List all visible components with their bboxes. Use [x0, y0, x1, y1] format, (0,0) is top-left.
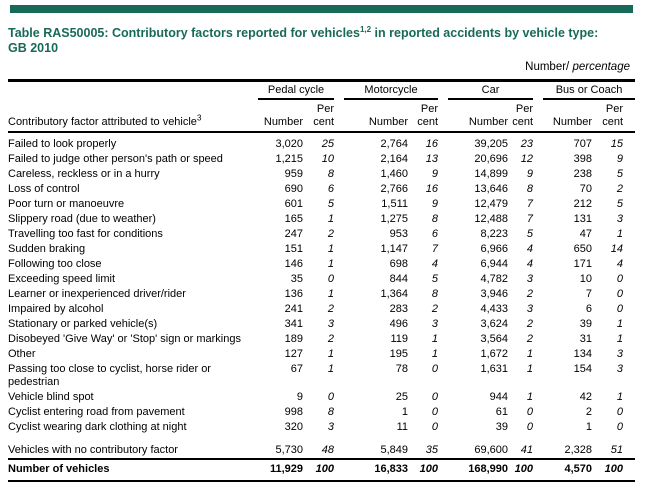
number-cell: 8,223 — [480, 228, 509, 240]
factor-label-cell: Cyclist wearing dark clothing at night — [8, 421, 187, 433]
factor-label-cell: Loss of control — [8, 183, 80, 195]
percent-cell: 16 — [425, 138, 439, 150]
percent-cell: 8 — [327, 406, 335, 418]
percent-cell: 100 — [408, 459, 438, 481]
percent-cell: 4 — [526, 258, 534, 270]
number-cell: 238 — [573, 168, 593, 180]
table-row — [8, 459, 635, 481]
percent-cell: 100 — [592, 459, 635, 481]
factor-label-cell: Failed to judge other person's path or speed — [8, 153, 223, 165]
number-cell: 1,511 — [381, 198, 409, 210]
units-label — [8, 60, 635, 74]
percent-cell: 2 — [327, 333, 335, 345]
percent-cell: 48 — [321, 444, 335, 456]
group-header-car — [438, 81, 533, 101]
number-cell: 171 — [573, 258, 593, 270]
number-cell: 844 — [389, 273, 409, 285]
number-cell: 39,205 — [474, 138, 509, 150]
number-cell: 1,672 — [480, 348, 509, 360]
percent-cell: 6 — [327, 183, 335, 195]
percent-cell: 4 — [431, 258, 439, 270]
percent-cell: 5 — [526, 228, 534, 240]
percent-cell: 0 — [616, 273, 624, 285]
percent-cell: 13 — [425, 153, 439, 165]
percent-column-header: Per cent — [508, 100, 533, 132]
spacer-row — [8, 435, 635, 443]
percent-cell: 0 — [616, 303, 624, 315]
factor-footnote-marker: 3 — [196, 113, 202, 123]
percent-cell: 35 — [425, 444, 439, 456]
number-cell: 20,696 — [474, 153, 509, 165]
percent-cell: 0 — [526, 421, 534, 433]
number-cell: 3,020 — [275, 138, 303, 150]
number-cell: 4,433 — [480, 303, 509, 315]
table-title — [8, 26, 608, 56]
percent-cell: 41 — [520, 444, 534, 456]
number-cell: 1,275 — [380, 213, 409, 225]
group-underline — [448, 82, 533, 100]
factor-label-cell: Vehicles with no contributory factor — [8, 444, 178, 456]
percent-cell: 25 — [321, 138, 335, 150]
factor-label-cell: Sudden braking — [8, 243, 86, 255]
percent-cell: 16 — [425, 183, 439, 195]
number-cell: 241 — [284, 303, 303, 315]
number-cell: 16,833 — [334, 459, 408, 481]
percent-cell: 0 — [616, 288, 624, 300]
number-cell: 14,899 — [474, 168, 509, 180]
percent-cell: 2 — [616, 183, 624, 195]
number-cell: 1,460 — [380, 168, 409, 180]
percent-cell: 5 — [616, 198, 624, 210]
percent-cell: 1 — [526, 391, 534, 403]
factor-column-header — [8, 100, 248, 132]
factor-label-cell: Passing too close to cyclist, horse rider or pedestrian — [8, 363, 211, 388]
number-cell: 953 — [389, 228, 409, 240]
group-header-pedal-cycle — [248, 81, 334, 101]
percent-cell: 8 — [431, 288, 439, 300]
number-cell: 3,624 — [480, 318, 509, 330]
units-number-label: Number/ — [525, 61, 570, 73]
number-cell: 707 — [573, 138, 593, 150]
table-row — [8, 347, 635, 362]
percent-cell: 8 — [431, 213, 439, 225]
percent-cell: 0 — [431, 391, 439, 403]
number-cell: 6,966 — [480, 243, 509, 255]
factor-label-cell: Other — [8, 348, 36, 360]
number-cell: 146 — [284, 258, 303, 270]
percent-cell: 3 — [616, 213, 624, 225]
spacer-cell — [8, 435, 635, 443]
percent-column-header: Per cent — [408, 100, 438, 132]
percent-cell: 1 — [616, 391, 624, 403]
percent-cell: 1 — [327, 288, 335, 300]
table-row — [8, 390, 635, 405]
number-cell: 398 — [573, 153, 593, 165]
number-cell: 195 — [389, 348, 409, 360]
number-cell: 1 — [585, 421, 593, 433]
number-cell: 3,564 — [480, 333, 509, 345]
number-cell: 4,570 — [533, 459, 592, 481]
header-rule-bar — [10, 5, 633, 13]
number-cell: 601 — [284, 198, 303, 210]
percent-cell: 9 — [431, 168, 439, 180]
table-row — [8, 242, 635, 257]
factor-label-cell: Number of vehicles — [8, 459, 248, 481]
percent-column-header: Per cent — [592, 100, 635, 132]
percent-cell: 100 — [303, 459, 334, 481]
number-cell: 6 — [585, 303, 593, 315]
number-cell: 47 — [579, 228, 593, 240]
percent-cell: 3 — [616, 348, 624, 360]
factor-label-cell: Disobeyed 'Give Way' or 'Stop' sign or markings — [8, 333, 241, 345]
percent-cell: 1 — [526, 363, 534, 375]
percent-cell: 7 — [526, 198, 534, 210]
title-text-end: in reported accidents by vehicle type: GB 2010 — [8, 26, 599, 55]
percent-cell: 1 — [616, 228, 624, 240]
percent-cell: 8 — [327, 168, 335, 180]
number-cell: 7 — [585, 288, 593, 300]
number-cell: 69,600 — [474, 444, 509, 456]
percent-cell: 2 — [327, 303, 335, 315]
group-header-motorcycle — [334, 81, 438, 101]
number-cell: 1 — [401, 406, 409, 418]
number-cell: 2,764 — [380, 138, 409, 150]
percent-cell: 1 — [431, 348, 439, 360]
number-cell: 5,730 — [275, 444, 303, 456]
group-underline — [258, 82, 334, 100]
percent-cell: 2 — [526, 288, 534, 300]
number-column-header: Number — [248, 100, 303, 132]
number-cell: 11,929 — [248, 459, 303, 481]
percent-cell: 5 — [327, 198, 335, 210]
number-cell: 119 — [390, 333, 409, 345]
number-cell: 1,631 — [480, 363, 509, 375]
percent-cell: 0 — [616, 421, 624, 433]
group-label: Bus or Coach — [555, 84, 623, 96]
percent-cell: 15 — [610, 138, 624, 150]
number-cell: 25 — [395, 391, 409, 403]
table-row — [8, 272, 635, 287]
number-cell: 212 — [573, 198, 593, 210]
percent-cell: 1 — [327, 363, 335, 375]
factor-label-cell: Careless, reckless or in a hurry — [8, 168, 160, 180]
factor-label-cell: Stationary or parked vehicle(s) — [8, 318, 158, 330]
table-row — [8, 182, 635, 197]
number-cell: 31 — [579, 333, 593, 345]
subheader-row — [8, 100, 635, 132]
table-row — [8, 132, 635, 152]
group-header-spacer — [8, 81, 248, 101]
number-cell: 134 — [573, 348, 593, 360]
percent-cell: 1 — [431, 333, 439, 345]
number-cell: 35 — [290, 273, 303, 285]
percent-cell: 14 — [610, 243, 624, 255]
number-cell: 2,328 — [564, 444, 593, 456]
percent-cell: 1 — [526, 348, 534, 360]
percent-cell: 6 — [431, 228, 439, 240]
number-cell: 11 — [396, 421, 409, 433]
number-cell: 1,215 — [275, 153, 303, 165]
table-row — [8, 332, 635, 347]
number-cell: 168,990 — [438, 459, 508, 481]
table-row — [8, 287, 635, 302]
number-cell: 283 — [389, 303, 409, 315]
percent-cell: 9 — [616, 153, 624, 165]
group-label: Car — [481, 84, 500, 96]
number-cell: 131 — [573, 213, 593, 225]
percent-cell: 1 — [327, 243, 335, 255]
percent-cell: 9 — [526, 168, 534, 180]
group-underline — [543, 82, 635, 100]
number-cell: 67 — [290, 363, 303, 375]
percent-cell: 2 — [431, 303, 439, 315]
percent-cell: 2 — [526, 318, 534, 330]
group-label: Motorcycle — [364, 84, 418, 96]
percent-cell: 1 — [616, 333, 624, 345]
number-cell: 959 — [284, 168, 303, 180]
factor-label-cell: Travelling too fast for conditions — [8, 228, 163, 240]
percent-cell: 1 — [616, 318, 624, 330]
number-cell: 10 — [579, 273, 593, 285]
percent-cell: 12 — [520, 153, 534, 165]
percent-cell: 0 — [431, 421, 439, 433]
percent-cell: 0 — [431, 406, 439, 418]
percent-cell: 8 — [526, 183, 534, 195]
percent-cell: 4 — [616, 258, 624, 270]
number-cell: 70 — [579, 183, 593, 195]
percent-cell: 1 — [327, 348, 335, 360]
percent-cell: 0 — [327, 273, 335, 285]
table-row — [8, 212, 635, 227]
number-cell: 998 — [284, 406, 303, 418]
number-cell: 2 — [585, 406, 593, 418]
table-row — [8, 197, 635, 212]
percent-cell: 1 — [327, 258, 335, 270]
factor-label-cell: Poor turn or manoeuvre — [8, 198, 125, 210]
factor-label-cell: Learner or inexperienced driver/rider — [8, 288, 186, 300]
number-cell: 6,944 — [480, 258, 509, 270]
table-row — [8, 167, 635, 182]
percent-cell: 3 — [431, 318, 439, 330]
percent-cell: 23 — [520, 138, 534, 150]
number-cell: 12,479 — [474, 198, 509, 210]
title-text-start: Table RAS50005: Contributory factors reported for vehicles — [8, 26, 360, 40]
percent-cell: 0 — [431, 363, 439, 375]
number-cell: 189 — [284, 333, 303, 345]
number-cell: 496 — [389, 318, 409, 330]
table-row — [8, 420, 635, 435]
number-cell: 5,849 — [380, 444, 409, 456]
group-header-row — [8, 81, 635, 101]
number-cell: 12,488 — [474, 213, 509, 225]
percent-cell: 3 — [616, 363, 624, 375]
number-cell: 39 — [579, 318, 593, 330]
percent-cell: 51 — [610, 444, 624, 456]
number-cell: 650 — [573, 243, 593, 255]
percent-cell: 0 — [327, 391, 335, 403]
number-column-header: Number — [334, 100, 408, 132]
number-cell: 1,364 — [380, 288, 409, 300]
factor-label-cell: Cyclist entering road from pavement — [8, 406, 185, 418]
factor-label-cell: Following too close — [8, 258, 102, 270]
number-cell: 4,782 — [480, 273, 509, 285]
percent-cell: 5 — [616, 168, 624, 180]
percent-cell: 4 — [526, 243, 534, 255]
number-cell: 127 — [284, 348, 303, 360]
percent-cell: 100 — [508, 459, 533, 481]
number-cell: 1,147 — [380, 243, 409, 255]
percent-cell: 3 — [327, 421, 335, 433]
table-body — [8, 132, 635, 481]
number-cell: 3,946 — [480, 288, 509, 300]
number-cell: 61 — [495, 406, 509, 418]
number-column-header: Number — [438, 100, 508, 132]
number-cell: 42 — [579, 391, 593, 403]
factor-header-text: Contributory factor attributed to vehicle — [8, 116, 197, 128]
number-cell: 39 — [495, 421, 509, 433]
number-cell: 341 — [284, 318, 303, 330]
percent-column-header: Per cent — [303, 100, 334, 132]
group-label: Pedal cycle — [267, 84, 325, 96]
percent-cell: 1 — [327, 213, 335, 225]
percent-cell: 10 — [321, 153, 335, 165]
number-cell: 136 — [284, 288, 303, 300]
percent-cell: 7 — [431, 243, 439, 255]
number-cell: 698 — [389, 258, 409, 270]
group-header-bus-or-coach — [533, 81, 635, 101]
table-row — [8, 302, 635, 317]
table-row — [8, 152, 635, 167]
percent-cell: 7 — [526, 213, 534, 225]
percent-cell: 0 — [526, 406, 534, 418]
percent-cell: 3 — [327, 318, 335, 330]
number-cell: 247 — [284, 228, 303, 240]
number-cell: 78 — [395, 363, 409, 375]
table-row — [8, 443, 635, 459]
title-footnote-marker: 1,2 — [359, 24, 372, 34]
factor-label-cell: Impaired by alcohol — [8, 303, 104, 315]
factor-label-cell: Vehicle blind spot — [8, 391, 94, 403]
number-cell: 2,766 — [380, 183, 409, 195]
number-cell: 9 — [296, 391, 303, 403]
number-cell: 320 — [284, 421, 303, 433]
percent-cell: 0 — [616, 406, 624, 418]
percent-cell: 9 — [431, 198, 439, 210]
number-cell: 944 — [489, 391, 509, 403]
percent-cell: 3 — [526, 303, 534, 315]
contributory-factors-table — [8, 79, 635, 482]
document-page — [0, 5, 645, 482]
table-row — [8, 317, 635, 332]
factor-label-cell: Exceeding speed limit — [8, 273, 116, 285]
table-row — [8, 227, 635, 242]
factor-label-cell: Slippery road (due to weather) — [8, 213, 156, 225]
number-cell: 690 — [284, 183, 303, 195]
percent-cell: 2 — [327, 228, 335, 240]
number-cell: 165 — [284, 213, 303, 225]
factor-label-cell: Failed to look properly — [8, 138, 117, 150]
group-underline — [344, 82, 438, 100]
percent-cell: 3 — [526, 273, 534, 285]
number-cell: 2,164 — [380, 153, 409, 165]
number-column-header: Number — [533, 100, 592, 132]
number-cell: 151 — [284, 243, 303, 255]
number-cell: 154 — [573, 363, 593, 375]
number-cell: 13,646 — [474, 183, 509, 195]
percent-cell: 2 — [526, 333, 534, 345]
percent-cell: 5 — [431, 273, 439, 285]
table-row — [8, 405, 635, 420]
units-percentage-label: percentage — [572, 61, 630, 73]
table-row — [8, 257, 635, 272]
table-row — [8, 362, 635, 390]
